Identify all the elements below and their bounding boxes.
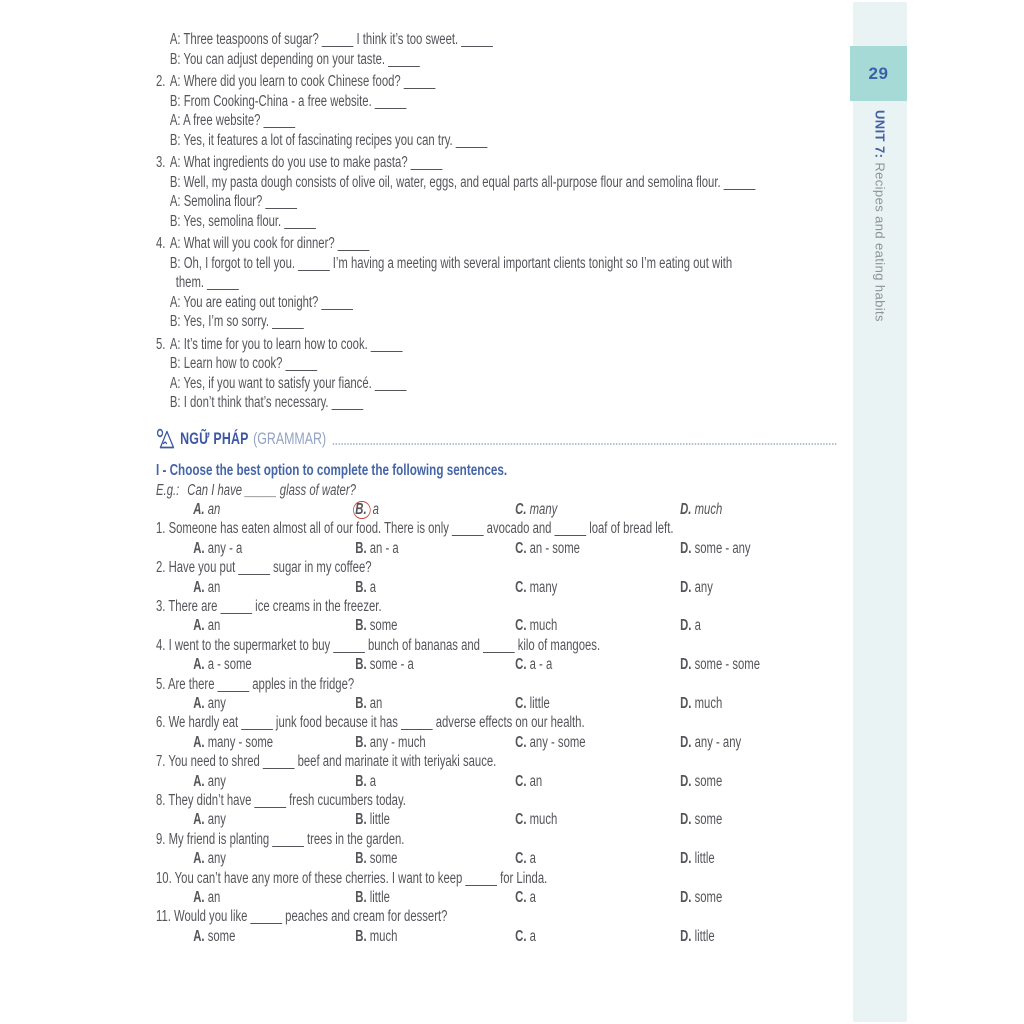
dialogue-item	[156, 335, 836, 413]
example-question-text: Can I have _____ glass of water?	[187, 481, 356, 499]
option-letter: B.	[355, 850, 367, 868]
option-text: any - some	[529, 733, 586, 751]
option-letter: C.	[515, 578, 527, 596]
options-row	[193, 578, 836, 597]
options-row	[193, 733, 836, 752]
options-row	[193, 655, 836, 674]
answer-option[interactable]	[680, 500, 836, 519]
dialogue-line-text: A: It’s time for you to learn how to cook. _____	[169, 335, 403, 353]
answer-option[interactable]	[680, 578, 836, 597]
dialogue-line	[156, 111, 836, 131]
option-letter: C.	[515, 694, 527, 712]
option-text: much	[369, 927, 398, 945]
option-letter: A.	[193, 927, 205, 945]
dialogue-line-text: B: Learn how to cook? _____	[169, 355, 318, 372]
answer-option[interactable]	[680, 772, 836, 791]
options-row	[193, 772, 836, 791]
dialogue-line	[156, 335, 836, 355]
dialogue-item-number: 2.	[156, 73, 166, 90]
dialogue-line-text: B: Yes, it features a lot of fascinating recipes you can try. _____	[169, 131, 488, 149]
option-letter: C.	[515, 811, 527, 829]
answer-option[interactable]	[193, 539, 355, 558]
option-text: any - any	[694, 733, 742, 751]
answer-option[interactable]	[193, 578, 355, 597]
dialogue-line	[156, 50, 836, 70]
option-letter: C.	[515, 617, 527, 635]
options-row	[193, 927, 836, 946]
question-item	[156, 713, 836, 752]
option-letter: D.	[680, 656, 692, 674]
question-text: 5. Are there _____ apples in the fridge?	[156, 675, 355, 693]
question-item	[156, 830, 836, 869]
question-text: 8. They didn’t have _____ fresh cucumbers today.	[156, 792, 406, 809]
option-letter: D.	[680, 811, 692, 829]
option-text: some	[369, 617, 398, 635]
option-letter: C.	[515, 772, 527, 790]
answer-option[interactable]	[355, 694, 515, 713]
dialogue-line	[156, 92, 836, 112]
options-row	[193, 810, 836, 829]
option-letter: C.	[515, 850, 527, 868]
option-letter: B.	[353, 501, 370, 519]
option-letter: C.	[515, 889, 527, 907]
questions-list	[156, 519, 836, 946]
grammar-icon	[156, 427, 175, 451]
unit-label-wrap	[853, 110, 907, 730]
option-letter: B.	[355, 656, 367, 674]
option-letter: D.	[680, 694, 692, 712]
option-text: an	[207, 578, 221, 596]
dialogue-line-text: B: Well, my pasta dough consists of olive oil, water, eggs, and equal parts all-purpose flour and semolina flour. _____	[169, 173, 756, 191]
option-letter: B.	[355, 772, 367, 790]
answer-option[interactable]	[355, 500, 515, 519]
option-text: a	[529, 927, 536, 945]
dialogue-line-text: A: You are eating out tonight? _____	[169, 293, 353, 311]
option-text: many	[529, 578, 558, 596]
option-text: a - some	[207, 656, 252, 674]
option-text: some	[694, 889, 723, 907]
page-number: 29	[868, 63, 889, 83]
option-letter: D.	[680, 927, 692, 945]
option-letter: A.	[193, 617, 205, 635]
answer-option[interactable]	[193, 694, 355, 713]
option-text: some	[207, 927, 236, 945]
option-letter: C.	[515, 927, 527, 945]
dialogue-section	[156, 30, 836, 413]
option-text: many - some	[207, 733, 274, 751]
option-letter: B.	[355, 578, 367, 596]
dialogue-line-text: B: Yes, semolina flour. _____	[169, 212, 316, 230]
dialogue-item-number: 4.	[156, 235, 166, 252]
answer-option[interactable]	[680, 927, 836, 946]
option-letter: C.	[515, 539, 527, 557]
answer-option[interactable]	[355, 810, 515, 829]
answer-option[interactable]	[515, 733, 680, 752]
answer-option[interactable]	[193, 500, 355, 519]
answer-option[interactable]	[193, 616, 355, 635]
option-text: an - a	[369, 539, 399, 557]
option-letter: C.	[515, 656, 527, 674]
dialogue-item	[156, 72, 836, 150]
question-item	[156, 791, 836, 830]
option-text: little	[694, 850, 715, 868]
option-text: any	[207, 850, 226, 868]
dialogue-line	[156, 234, 836, 254]
question-item	[156, 752, 836, 791]
answer-option[interactable]	[193, 733, 355, 752]
answer-option[interactable]	[355, 849, 515, 868]
example-question	[156, 481, 836, 500]
answer-option[interactable]	[355, 888, 515, 907]
option-letter: D.	[680, 850, 692, 868]
option-text: an - some	[529, 539, 580, 557]
dotted-divider	[333, 432, 837, 445]
answer-option[interactable]	[193, 849, 355, 868]
dialogue-line-text: A: What will you cook for dinner? _____	[169, 235, 370, 252]
dialogue-line-text: A: What ingredients do you use to make pasta? _____	[169, 154, 443, 171]
option-text: a	[372, 500, 379, 518]
grammar-section-header	[156, 426, 836, 452]
option-text: any - a	[207, 539, 243, 557]
answer-option[interactable]	[680, 694, 836, 713]
option-text: little	[369, 811, 390, 829]
option-text: a	[369, 578, 377, 596]
dialogue-line	[156, 192, 836, 212]
option-letter: A.	[193, 733, 205, 751]
answer-option[interactable]	[515, 655, 680, 674]
question-item	[156, 519, 836, 558]
example-block	[156, 481, 836, 520]
answer-option[interactable]	[680, 810, 836, 829]
answer-option[interactable]	[680, 616, 836, 635]
option-letter: B.	[355, 617, 367, 635]
dialogue-line	[156, 212, 836, 232]
option-letter: B.	[355, 694, 367, 712]
option-letter: B.	[355, 539, 367, 557]
answer-option[interactable]	[355, 539, 515, 558]
unit-title: UNIT 7:	[872, 110, 888, 159]
answer-option[interactable]	[193, 655, 355, 674]
options-row	[193, 616, 836, 635]
dialogue-line	[156, 131, 836, 151]
dialogue-line-text: B: Oh, I forgot to tell you. _____ I’m having a meeting with several important clients tonight so I’m eating out with	[169, 254, 733, 272]
dialogue-line	[156, 374, 836, 394]
option-letter: C.	[515, 500, 527, 518]
option-text: some - a	[369, 656, 414, 674]
options-row	[193, 500, 836, 519]
dialogue-item-number: 3.	[156, 154, 166, 171]
answer-option[interactable]	[515, 927, 680, 946]
dialogue-item	[156, 234, 836, 332]
answer-option[interactable]	[515, 772, 680, 791]
option-letter: A.	[193, 772, 205, 790]
answer-option[interactable]	[355, 655, 515, 674]
option-letter: B.	[355, 927, 367, 945]
option-text: a	[529, 889, 536, 907]
question-text: 10. You can’t have any more of these cherries. I want to keep _____ for Linda.	[156, 869, 548, 887]
answer-option[interactable]	[680, 539, 836, 558]
option-text: some	[694, 772, 723, 790]
dialogue-line-text: A: Where did you learn to cook Chinese food? _____	[169, 73, 436, 90]
dialogue-line-text: A: Three teaspoons of sugar? _____ I think it’s too sweet. _____	[169, 31, 493, 48]
answer-option[interactable]	[515, 578, 680, 597]
option-letter: D.	[680, 539, 692, 557]
options-row	[193, 888, 836, 907]
dialogue-line-text: A: A free website? _____	[169, 112, 296, 129]
option-letter: A.	[193, 811, 205, 829]
option-text: an	[207, 889, 221, 907]
answer-option[interactable]	[355, 772, 515, 791]
answer-option[interactable]	[193, 810, 355, 829]
options-row	[193, 694, 836, 713]
answer-option[interactable]	[355, 578, 515, 597]
unit-label	[873, 110, 888, 730]
option-text: much	[694, 500, 723, 518]
question-item	[156, 907, 836, 946]
option-letter: A.	[193, 539, 205, 557]
answer-option[interactable]	[193, 772, 355, 791]
option-letter: B.	[355, 889, 367, 907]
question-text: 2. Have you put _____ sugar in my coffee?	[156, 559, 372, 577]
page-content	[156, 30, 836, 946]
option-letter: A.	[193, 578, 205, 596]
answer-option[interactable]	[515, 500, 680, 519]
dialogue-line	[156, 30, 836, 50]
option-text: a - a	[529, 656, 553, 674]
option-text: little	[529, 694, 550, 712]
question-item	[156, 597, 836, 636]
dialogue-line	[156, 393, 836, 413]
option-text: an	[207, 617, 221, 635]
option-letter: A.	[193, 656, 205, 674]
question-text: 1. Someone has eaten almost all of our food. There is only _____ avocado and _____ loaf of bread left.	[156, 520, 674, 538]
dialogue-line	[156, 173, 836, 193]
option-letter: D.	[680, 733, 692, 751]
option-text: an	[529, 772, 543, 790]
option-text: a	[529, 850, 536, 868]
answer-option[interactable]	[515, 810, 680, 829]
option-text: an	[207, 500, 221, 518]
dialogue-item	[156, 153, 836, 231]
option-letter: C.	[515, 733, 527, 751]
dialogue-line	[156, 354, 836, 374]
dialogue-line-text: B: From Cooking-China - a free website. _____	[169, 92, 407, 110]
option-letter: D.	[680, 500, 692, 518]
question-text: 3. There are _____ ice creams in the freezer.	[156, 597, 382, 615]
option-letter: A.	[193, 889, 205, 907]
answer-option[interactable]	[515, 616, 680, 635]
option-text: many	[529, 500, 558, 518]
dialogue-line	[156, 273, 836, 293]
option-letter: A.	[193, 850, 205, 868]
question-item	[156, 636, 836, 675]
option-text: any	[207, 811, 226, 829]
answer-option[interactable]	[680, 888, 836, 907]
option-letter: D.	[680, 617, 692, 635]
question-text: 9. My friend is planting _____ trees in the garden.	[156, 830, 405, 848]
unit-subtitle-text: Recipes and eating habits	[872, 162, 888, 322]
question-text: 6. We hardly eat _____ junk food because it has _____ adverse effects on our health.	[156, 714, 585, 732]
answer-option[interactable]	[193, 927, 355, 946]
dialogue-line	[156, 254, 836, 274]
answer-option[interactable]	[680, 655, 836, 674]
question-item	[156, 869, 836, 908]
dialogue-line	[156, 72, 836, 92]
option-text: much	[694, 694, 723, 712]
exercise-title: I - Choose the best option to complete the following sentences.	[156, 461, 508, 479]
option-text: little	[369, 889, 390, 907]
answer-option[interactable]	[680, 733, 836, 752]
option-text: little	[694, 927, 715, 945]
dialogue-item-number: 5.	[156, 335, 166, 353]
answer-option[interactable]	[355, 733, 515, 752]
answer-option[interactable]	[515, 539, 680, 558]
answer-option[interactable]	[680, 849, 836, 868]
question-item	[156, 558, 836, 597]
option-text: any	[694, 578, 713, 596]
dialogue-line	[156, 153, 836, 173]
option-letter: A.	[193, 500, 205, 518]
option-text: some - any	[694, 539, 751, 557]
option-text: an	[369, 694, 383, 712]
dialogue-line-text: B: You can adjust depending on your taste. _____	[169, 50, 420, 68]
option-letter: D.	[680, 889, 692, 907]
dialogue-line	[156, 293, 836, 313]
answer-option[interactable]	[355, 927, 515, 946]
option-letter: B.	[355, 811, 367, 829]
option-text: some - some	[694, 656, 761, 674]
dialogue-line-text: A: Semolina flour? _____	[169, 193, 297, 210]
dialogue-line	[156, 312, 836, 332]
answer-option[interactable]	[515, 849, 680, 868]
option-text: some	[694, 811, 723, 829]
question-text: 11. Would you like _____ peaches and cream for dessert?	[156, 908, 448, 926]
option-text: much	[529, 811, 558, 829]
answer-option[interactable]	[355, 616, 515, 635]
question-text: 4. I went to the supermarket to buy _____ bunch of bananas and _____ kilo of mangoes.	[156, 636, 601, 654]
option-letter: A.	[193, 694, 205, 712]
option-letter: D.	[680, 772, 692, 790]
grammar-title-vi: NGỮ PHÁP	[180, 428, 249, 448]
dialogue-item	[156, 30, 836, 69]
question-item	[156, 675, 836, 714]
option-text: any	[207, 772, 226, 790]
option-text: any - much	[369, 733, 426, 751]
example-label: E.g.:	[156, 481, 180, 499]
options-row	[193, 849, 836, 868]
grammar-title-en: (GRAMMAR)	[253, 428, 327, 448]
answer-option[interactable]	[515, 694, 680, 713]
option-letter: B.	[355, 733, 367, 751]
option-text: much	[529, 617, 558, 635]
question-text: 7. You need to shred _____ beef and marinate it with teriyaki sauce.	[156, 753, 497, 771]
page-number-badge	[850, 46, 907, 101]
option-letter: D.	[680, 578, 692, 596]
option-text: some	[369, 850, 398, 868]
option-text: any	[207, 694, 226, 712]
dialogue-line-text: A: Yes, if you want to satisfy your fiancé. _____	[169, 374, 407, 392]
dialogue-line-text: B: Yes, I’m so sorry. _____	[169, 313, 304, 330]
answer-option[interactable]	[193, 888, 355, 907]
dialogue-line-text: B: I don’t think that’s necessary. _____	[169, 394, 364, 411]
option-text: a	[369, 772, 377, 790]
options-row	[193, 539, 836, 558]
answer-option[interactable]	[515, 888, 680, 907]
option-text: a	[694, 617, 701, 635]
dialogue-line-text: them. _____	[175, 274, 239, 291]
